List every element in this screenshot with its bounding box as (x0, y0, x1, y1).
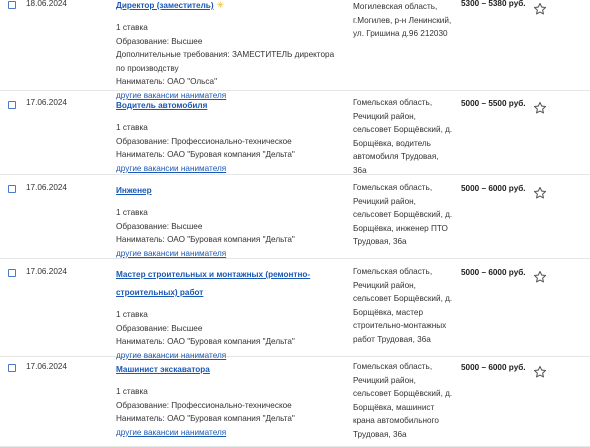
vacancy-title-link[interactable]: Водитель автомобиля (116, 101, 208, 110)
vacancy-salary: 5000 – 6000 руб. (461, 363, 526, 372)
vacancy-title-link[interactable]: Инженер (116, 186, 152, 195)
vacancy-title-link[interactable]: Директор (заместитель) (116, 1, 214, 10)
checkbox-icon[interactable] (8, 364, 16, 372)
vacancy-row (0, 259, 590, 360)
vacancy-detail: 1 ставка (116, 123, 148, 132)
vacancy-row (0, 91, 590, 175)
vacancy-address: Гомельская область, Речицкий район, сельсовет Борщёвский, д. Борщёвка, инженер ПТО Трудовая, 36а (353, 183, 453, 247)
star-outline-icon[interactable] (533, 2, 547, 16)
vacancy-date: 17.06.2024 (26, 98, 67, 107)
vacancy-row (0, 175, 590, 259)
vacancy-salary: 5300 – 5380 руб. (461, 0, 526, 8)
vacancy-address: Могилевская область, г.Могилев, р-н Ленинский, ул. Гришина д.96 212030 (353, 2, 452, 39)
vacancy-address: Гомельская область, Речицкий район, сельсовет Борщёвский, д. Борщёвка, водитель автомобиля Трудовая, 36а (353, 98, 453, 175)
vacancy-info (116, 0, 344, 103)
vacancy-info (116, 95, 344, 175)
vacancy-salary: 5000 – 5500 руб. (461, 99, 526, 108)
vacancy-detail: Образование: Высшее (116, 221, 203, 231)
employer-vacancies-link[interactable]: другие вакансии нанимателя (116, 350, 227, 360)
checkbox-icon[interactable] (8, 101, 16, 109)
vacancy-detail: Дополнительные требования: ЗАМЕСТИТЕЛЬ директора по производству (116, 50, 335, 73)
vacancy-date: 17.06.2024 (26, 362, 67, 371)
vacancy-address: Гомельская область, Речицкий район, сельсовет Борщёвский, д. Борщёвка, мастер строительно-монтажных работ Трудовая, 36а (353, 267, 453, 344)
vacancy-row (0, 0, 590, 100)
vacancy-detail: 1 ставка (116, 208, 148, 217)
vacancy-detail: Образование: Высшее (116, 36, 203, 46)
star-outline-icon[interactable] (533, 365, 547, 379)
vacancy-salary: 5000 – 6000 руб. (461, 184, 526, 193)
employer-vacancies-link[interactable]: другие вакансии нанимателя (116, 427, 227, 437)
vacancy-detail: 1 ставка (116, 387, 148, 396)
vacancy-row (0, 357, 590, 447)
vacancy-info (116, 359, 344, 439)
vacancy-title-link[interactable]: Машинист экскаватора (116, 365, 210, 374)
vacancy-detail: Наниматель: ОАО "Буровая компания "Дельта" (116, 337, 295, 347)
checkbox-icon[interactable] (8, 269, 16, 277)
vacancy-detail: Наниматель: ОАО "Буровая компания "Дельта" (116, 150, 295, 160)
checkbox-icon[interactable] (8, 1, 16, 9)
sparkle-icon: ✳ (216, 0, 225, 10)
vacancy-info (116, 264, 316, 362)
vacancy-detail: 1 ставка (116, 310, 148, 319)
vacancy-address: Гомельская область, Речицкий район, сельсовет Борщёвский, д. Борщёвка, машинист крана автомобильного Трудовая, 36а (353, 362, 453, 439)
vacancy-detail: Образование: Профессионально-техническое (116, 400, 292, 410)
vacancy-date: 18.06.2024 (26, 0, 67, 8)
checkbox-icon[interactable] (8, 185, 16, 193)
star-outline-icon[interactable] (533, 101, 547, 115)
vacancy-date: 17.06.2024 (26, 183, 67, 192)
vacancy-date: 17.06.2024 (26, 267, 67, 276)
employer-vacancies-link[interactable]: другие вакансии нанимателя (116, 248, 227, 258)
star-outline-icon[interactable] (533, 186, 547, 200)
star-outline-icon[interactable] (533, 270, 547, 284)
vacancy-detail: Образование: Профессионально-техническое (116, 136, 292, 146)
vacancy-detail: Наниматель: ОАО "Ольса" (116, 77, 217, 87)
vacancy-title-link[interactable]: Мастер строительных и монтажных (ремонтно-строительных) работ (116, 270, 311, 297)
employer-vacancies-link[interactable]: другие вакансии нанимателя (116, 163, 227, 173)
vacancy-detail: Наниматель: ОАО "Буровая компания "Дельта" (116, 235, 295, 245)
vacancy-detail: Наниматель: ОАО "Буровая компания "Дельта" (116, 414, 295, 424)
employer-vacancies-link[interactable]: другие вакансии нанимателя (116, 90, 227, 100)
vacancy-detail: Образование: Высшее (116, 323, 203, 333)
vacancy-info (116, 180, 344, 260)
vacancy-salary: 5000 – 6000 руб. (461, 268, 526, 277)
vacancy-detail: 1 ставка (116, 23, 148, 32)
